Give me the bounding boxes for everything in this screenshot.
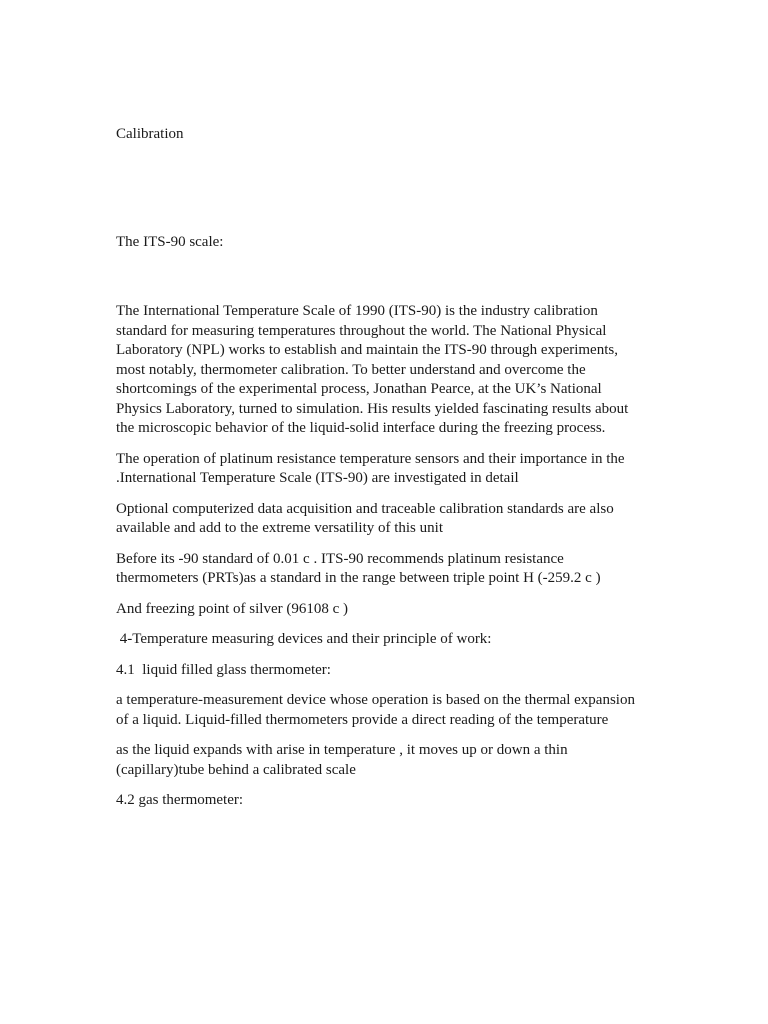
paragraph-line: most notably, thermometer calibration. To better understand and overcome the [116,361,586,378]
paragraph-line: Physics Laboratory, turned to simulation. His results yielded fascinating results about [116,400,629,417]
paragraph [116,302,668,439]
paragraph [116,500,668,539]
paragraph [116,661,668,681]
paragraph [116,791,668,811]
document-title [116,86,668,184]
document-title-text: Calibration [116,126,184,142]
paragraph-line: as the liquid expands with arise in temperature , it moves up or down a thin [116,742,568,758]
section-heading-text: The ITS-90 scale: [116,233,224,250]
paragraph-line: thermometers (PRTs)as a standard in the range between triple point H (-259.2 c ) [116,570,601,586]
paragraph-line: .International Temperature Scale (ITS-90) are investigated in detail [116,470,519,486]
paragraph-line: Optional computerized data acquisition and traceable calibration standards are also [116,500,614,517]
paragraph-line: standard for measuring temperatures throughout the world. The National Physical [116,322,607,339]
paragraph-line: (capillary)tube behind a calibrated scale [116,761,356,778]
paragraph-line: The International Temperature Scale of 1990 (ITS-90) is the industry calibration [116,303,598,319]
paragraph-line: 4-Temperature measuring devices and their principle of work: [116,631,492,647]
paragraph-line: 4.2 gas thermometer: [116,792,244,808]
paragraph-line: the microscopic behavior of the liquid-solid interface during the freezing process. [116,420,606,436]
paragraph [116,550,668,589]
paragraph-line: shortcomings of the experimental process, Jonathan Pearce, at the UK’s National [116,381,602,397]
paragraph-line: a temperature-measurement device whose operation is based on the thermal expansion [116,692,635,708]
section-heading [116,194,668,292]
paragraph [116,630,668,650]
paragraph-line: And freezing point of silver (96108 c ) [116,600,349,617]
paragraph-line: Laboratory (NPL) works to establish and maintain the ITS-90 through experiments, [116,342,618,358]
paragraph-line: Before its -90 standard of 0.01 c . ITS-90 recommends platinum resistance [116,550,564,567]
paragraph [116,741,668,780]
paragraph [116,691,668,730]
paragraph-line: of a liquid. Liquid-filled thermometers provide a direct reading of the temperature [116,711,609,728]
paragraph [116,600,668,620]
body-text [116,302,668,811]
paragraph [116,450,668,489]
paragraph-line: 4.1 liquid filled glass thermometer: [116,661,331,678]
paragraph-line: available and add to the extreme versatility of this unit [116,520,443,536]
paragraph-line: The operation of platinum resistance temperature sensors and their importance in the [116,450,625,467]
